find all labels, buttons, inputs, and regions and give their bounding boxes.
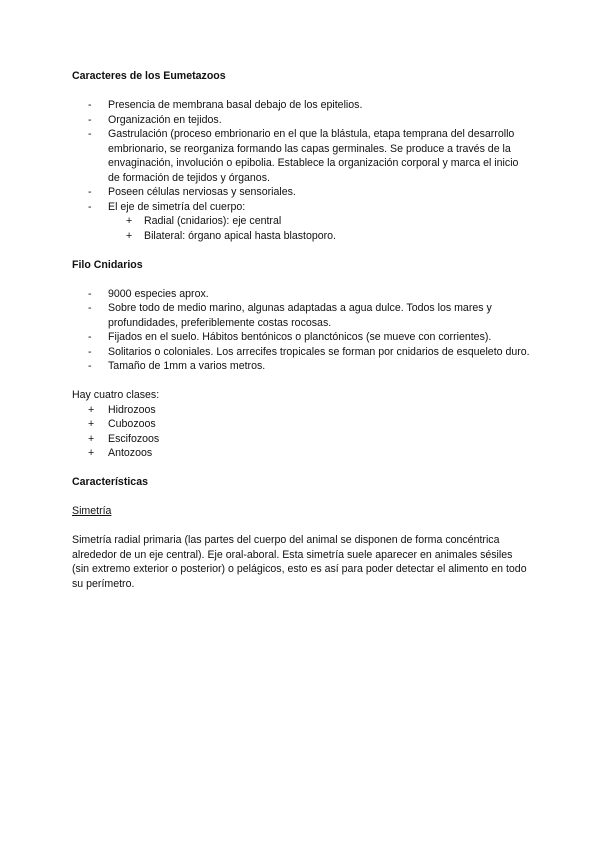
dash-marker: -	[88, 113, 92, 126]
list-item: - Solitarios o coloniales. Los arrecifes tropicales se forman por cnidarios de esqueleto duro.	[88, 345, 530, 358]
section-title-cnidarios: Filo Cnidarios	[72, 258, 143, 271]
simetria-paragraph: Simetría radial primaria (las partes del cuerpo del animal se disponen de forma concéntrica alrededor de un eje central). Eje oral-aboral. Esta simetría suele aparecer en animales sésiles (sin extremo exterior o posterior) o pelágicos, esto es así para poder detectar el alimento en todo su perímetro.	[72, 534, 527, 590]
dash-marker: -	[88, 345, 92, 358]
dash-marker: -	[88, 200, 92, 213]
list-item: - Organización en tejidos.	[88, 113, 222, 126]
dash-marker: -	[88, 287, 92, 300]
list-item: - Sobre todo de medio marino, algunas adaptadas a agua dulce. Todos los mares y profundidades, preferiblemente costas rocosas.	[88, 302, 492, 329]
classes-list	[72, 403, 532, 461]
plus-marker: +	[88, 432, 95, 445]
list-item: + Cubozoos	[88, 418, 156, 430]
list-item: - Poseen células nerviosas y sensoriales.	[88, 186, 296, 198]
plus-marker: +	[88, 418, 95, 430]
list-item: - El eje de simetría del cuerpo:	[88, 200, 246, 213]
list-item: - Gastrulación (proceso embrionario en el que la blástula, etapa temprana del desarrollo embrionario, se reorganiza formando las capas germinales. Se produce a través de la envaginación, involución o epibolia. Establece la organización corporal y marca el inicio de formación de tejidos y órganos.	[88, 128, 519, 184]
list-item: - 9000 especies aprox.	[88, 287, 209, 300]
list-item: + Escifozoos	[88, 432, 160, 445]
list-item: - Presencia de membrana basal debajo de los epitelios.	[88, 99, 363, 111]
section-title-eumetazoos: Caracteres de los Eumetazoos	[72, 70, 226, 82]
cnidarios-list	[72, 287, 532, 374]
dash-marker: -	[88, 331, 92, 343]
list-item: + Hidrozoos	[88, 403, 156, 416]
dash-marker: -	[88, 186, 92, 198]
sublist-item: + Bilateral: órgano apical hasta blastoporo.	[126, 229, 336, 242]
plus-marker: +	[88, 447, 95, 459]
plus-marker: +	[126, 215, 133, 227]
plus-marker: +	[88, 403, 95, 416]
dash-marker: -	[88, 360, 92, 372]
classes-intro: Hay cuatro clases:	[72, 389, 160, 401]
document-page	[72, 69, 532, 591]
dash-marker: -	[88, 99, 92, 111]
subsection-title-simetria: Simetría	[72, 505, 112, 517]
dash-marker: -	[88, 302, 92, 314]
sublist-item: + Radial (cnidarios): eje central	[126, 215, 282, 227]
eumetazoos-list	[72, 98, 532, 214]
dash-marker: -	[88, 128, 92, 140]
symmetry-sublist	[72, 214, 532, 243]
plus-marker: +	[126, 229, 133, 242]
list-item: - Fijados en el suelo. Hábitos bentónicos o planctónicos (se mueve con corrientes).	[88, 331, 492, 343]
list-item: + Antozoos	[88, 447, 153, 459]
section-title-caracteristicas: Características	[72, 476, 148, 488]
list-item: - Tamaño de 1mm a varios metros.	[88, 360, 266, 372]
